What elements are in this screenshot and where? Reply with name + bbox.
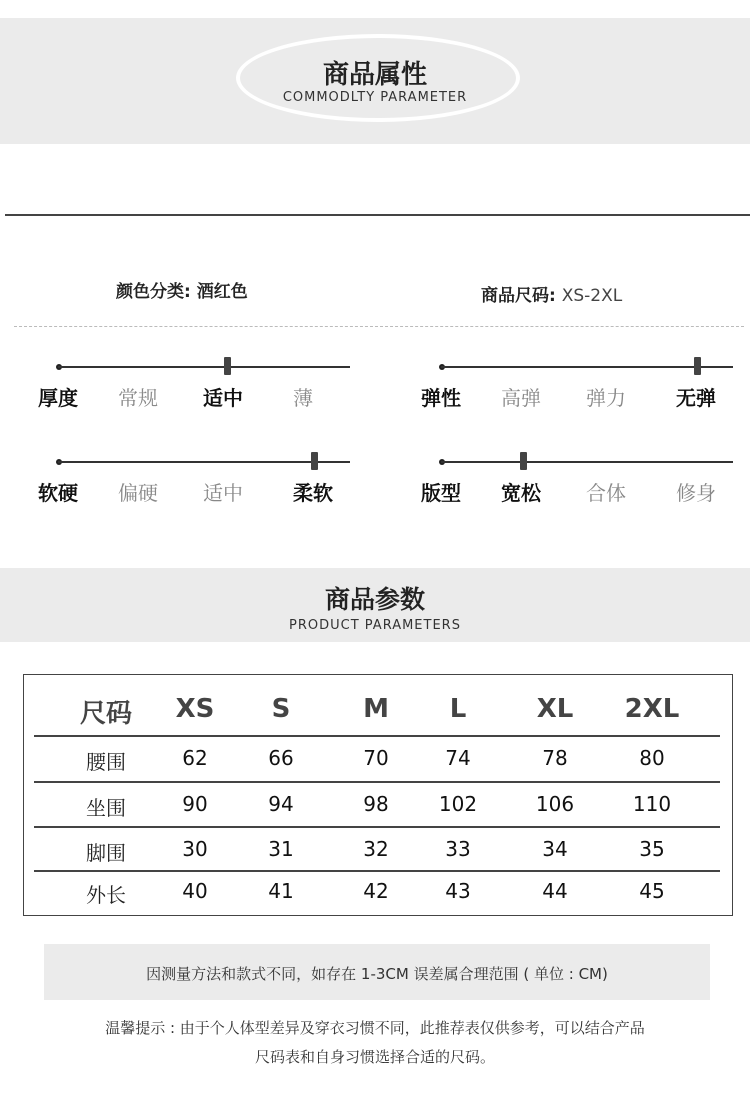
slider-knob (694, 357, 701, 375)
table-cell: 45 (639, 879, 665, 903)
slider-track (441, 461, 733, 463)
slider-knob (520, 452, 527, 470)
row-label: 坐围 (86, 796, 126, 820)
table-cell: 35 (639, 837, 665, 861)
slider-option: 修身 (676, 481, 716, 505)
measure-note: 因测量方法和款式不同，如存在 1-3CM 误差属合理范围 ( 单位 : CM) (146, 965, 608, 983)
params-subtitle: PRODUCT PARAMETERS (289, 618, 461, 633)
attributes-title: 商品属性 (322, 60, 427, 90)
row-label: 腰围 (86, 750, 126, 774)
slider-option: 无弹 (676, 386, 716, 410)
dotted-divider (14, 326, 744, 327)
slider-option: 柔软 (293, 481, 333, 505)
slider-knob (311, 452, 318, 470)
slider-name: 弹性 (421, 386, 461, 410)
slider-name: 版型 (421, 481, 461, 505)
table-cell: 43 (445, 879, 471, 903)
table-rule (34, 735, 720, 737)
slider-option: 适中 (203, 386, 243, 410)
color-value: 酒红色 (196, 282, 248, 302)
size-header: XL (536, 694, 574, 724)
size-label: 商品尺码: (481, 286, 556, 306)
table-cell: 44 (542, 879, 568, 903)
row-label: 外长 (86, 883, 126, 907)
slider-track (441, 366, 733, 368)
table-cell: 66 (268, 746, 294, 770)
size-value: XS-2XL (561, 286, 623, 306)
table-cell: 30 (182, 837, 208, 861)
color-label: 颜色分类: (116, 282, 191, 302)
table-cell: 40 (182, 879, 208, 903)
size-header: XS (175, 694, 215, 724)
slider-knob (224, 357, 231, 375)
slider-option: 合体 (586, 481, 626, 505)
section-divider (5, 214, 750, 216)
slider-option: 常规 (118, 386, 158, 410)
slider-option: 薄 (293, 386, 313, 410)
slider-name: 厚度 (38, 386, 78, 410)
table-cell: 34 (542, 837, 568, 861)
table-cell: 70 (363, 746, 389, 770)
table-cell: 31 (268, 837, 294, 861)
params-title: 商品参数 (324, 585, 425, 614)
table-cell: 90 (182, 792, 208, 816)
slider-track (58, 461, 350, 463)
tip-line-1: 温馨提示 : 由于个人体型差异及穿衣习惯不同，此推荐表仅供参考，可以结合产品 (105, 1019, 645, 1037)
size-header: M (363, 694, 389, 724)
size-header: 2XL (624, 694, 680, 724)
table-cell: 32 (363, 837, 389, 861)
attributes-subtitle: COMMODLTY PARAMETER (282, 90, 468, 105)
table-cell: 106 (535, 792, 575, 816)
slider-option: 偏硬 (118, 481, 158, 505)
color-attribute (116, 277, 248, 302)
table-cell: 33 (445, 837, 471, 861)
slider-option: 弹力 (586, 386, 626, 410)
size-header: L (449, 694, 467, 724)
table-rule (34, 781, 720, 783)
table-cell: 74 (445, 746, 471, 770)
tip-line-2: 尺码表和自身习惯选择合适的尺码。 (254, 1048, 495, 1066)
size-header: S (271, 694, 291, 724)
table-cell: 62 (182, 746, 208, 770)
table-cell: 102 (438, 792, 478, 816)
row-label: 脚围 (86, 841, 126, 865)
slider-option: 适中 (203, 481, 243, 505)
table-cell: 80 (639, 746, 665, 770)
slider-option: 高弹 (501, 386, 541, 410)
slider-track (58, 366, 350, 368)
table-cell: 94 (268, 792, 294, 816)
table-rule (34, 870, 720, 872)
table-rule (34, 826, 720, 828)
table-cell: 41 (268, 879, 294, 903)
table-cell: 42 (363, 879, 389, 903)
table-corner-label: 尺码 (79, 699, 132, 729)
size-attribute (481, 281, 622, 306)
table-cell: 78 (542, 746, 568, 770)
table-cell: 110 (632, 792, 672, 816)
slider-name: 软硬 (38, 481, 78, 505)
slider-option: 宽松 (501, 481, 541, 505)
table-cell: 98 (363, 792, 389, 816)
